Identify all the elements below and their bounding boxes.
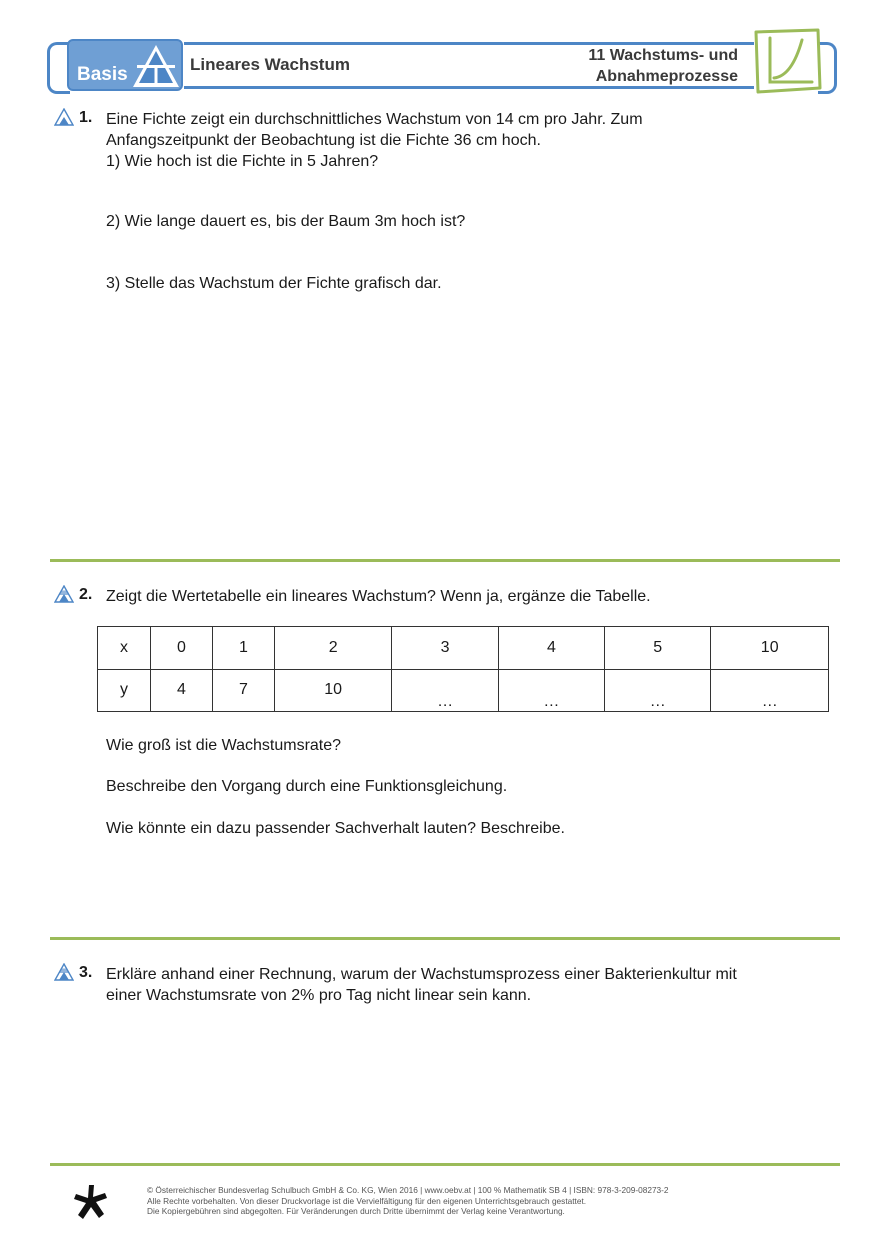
table-cell: 7 — [212, 669, 274, 712]
exercise-number: 2. — [79, 586, 93, 603]
publisher-logo-icon — [72, 1183, 110, 1223]
table-cell-blank: … — [605, 669, 711, 712]
exercise-3-text — [106, 964, 737, 1006]
footer-line: Die Kopiergebühren sind abgegolten. Für Veränderungen durch Dritte übernimmt der Verlag keine Verantwortung. — [147, 1206, 565, 1216]
table-cell: 2 — [274, 627, 392, 670]
page-title: Lineares Wachstum — [190, 55, 350, 74]
value-table — [97, 626, 829, 712]
difficulty-pyramid-icon — [54, 963, 74, 981]
text-line: Erkläre anhand einer Rechnung, warum der Wachstumsprozess einer Bakterienkultur mit — [106, 966, 737, 983]
exercise-1-question-2: 2) Wie lange dauert es, bis der Baum 3m hoch ist? — [106, 213, 466, 230]
exercise-2-text: Zeigt die Wertetabelle ein lineares Wachstum? Wenn ja, ergänze die Tabelle. — [106, 588, 651, 605]
table-cell-blank: … — [392, 669, 498, 712]
table-cell-blank: … — [711, 669, 829, 712]
footer-line: © Österreichischer Bundesverlag Schulbuch GmbH & Co. KG, Wien 2016 | www.oebv.at | 100 % Mathematik SB 4 | ISBN: 978-3-209-08273-2 — [147, 1185, 669, 1195]
table-row-x — [98, 627, 829, 670]
exercise-number: 3. — [79, 964, 93, 981]
exercise-1-question-3: 3) Stelle das Wachstum der Fichte grafisch dar. — [106, 275, 442, 292]
footer-copyright — [147, 1185, 827, 1217]
exercise-1-text — [106, 109, 643, 172]
text-line: Anfangszeitpunkt der Beobachtung ist die Fichte 36 cm hoch. — [106, 132, 541, 149]
basis-badge — [67, 39, 183, 91]
table-cell: 0 — [151, 627, 213, 670]
text-line: 1) Wie hoch ist die Fichte in 5 Jahren? — [106, 153, 379, 170]
table-row-y — [98, 669, 829, 712]
table-cell-blank: … — [498, 669, 604, 712]
chapter-title-line2: Abnahmeprozesse — [595, 68, 738, 85]
section-divider — [50, 937, 840, 940]
section-divider — [50, 559, 840, 562]
exercise-2-question-function: Beschreibe den Vorgang durch eine Funktionsgleichung. — [106, 778, 508, 795]
table-cell: 10 — [274, 669, 392, 712]
chapter-title — [438, 45, 738, 87]
text-line: Eine Fichte zeigt ein durchschnittliches Wachstum von 14 cm pro Jahr. Zum — [106, 111, 643, 128]
pyramid-logo-icon — [131, 43, 181, 89]
exercise-2-question-context: Wie könnte ein dazu passender Sachverhalt lauten? Beschreibe. — [106, 820, 565, 837]
footer-divider — [50, 1163, 840, 1166]
table-cell-label: y — [98, 669, 151, 712]
basis-label: Basis — [77, 64, 128, 85]
table-cell: 5 — [605, 627, 711, 670]
difficulty-pyramid-icon — [54, 108, 74, 126]
table-cell: 4 — [498, 627, 604, 670]
table-cell-label: x — [98, 627, 151, 670]
text-line: einer Wachstumsrate von 2% pro Tag nicht linear sein kann. — [106, 987, 532, 1004]
table-cell: 4 — [151, 669, 213, 712]
chapter-title-line1: 11 Wachstums- und — [588, 47, 738, 64]
exercise-2-question-rate: Wie groß ist die Wachstumsrate? — [106, 737, 342, 754]
table-cell: 3 — [392, 627, 498, 670]
exercise-number: 1. — [79, 109, 93, 126]
footer-line: Alle Rechte vorbehalten. Von dieser Druckvorlage ist die Vervielfältigung für den eigenen Unterrichtsgebrauch gestattet. — [147, 1195, 587, 1206]
growth-curve-icon — [752, 28, 824, 94]
table-cell: 10 — [711, 627, 829, 670]
difficulty-pyramid-icon — [54, 585, 74, 603]
table-cell: 1 — [212, 627, 274, 670]
